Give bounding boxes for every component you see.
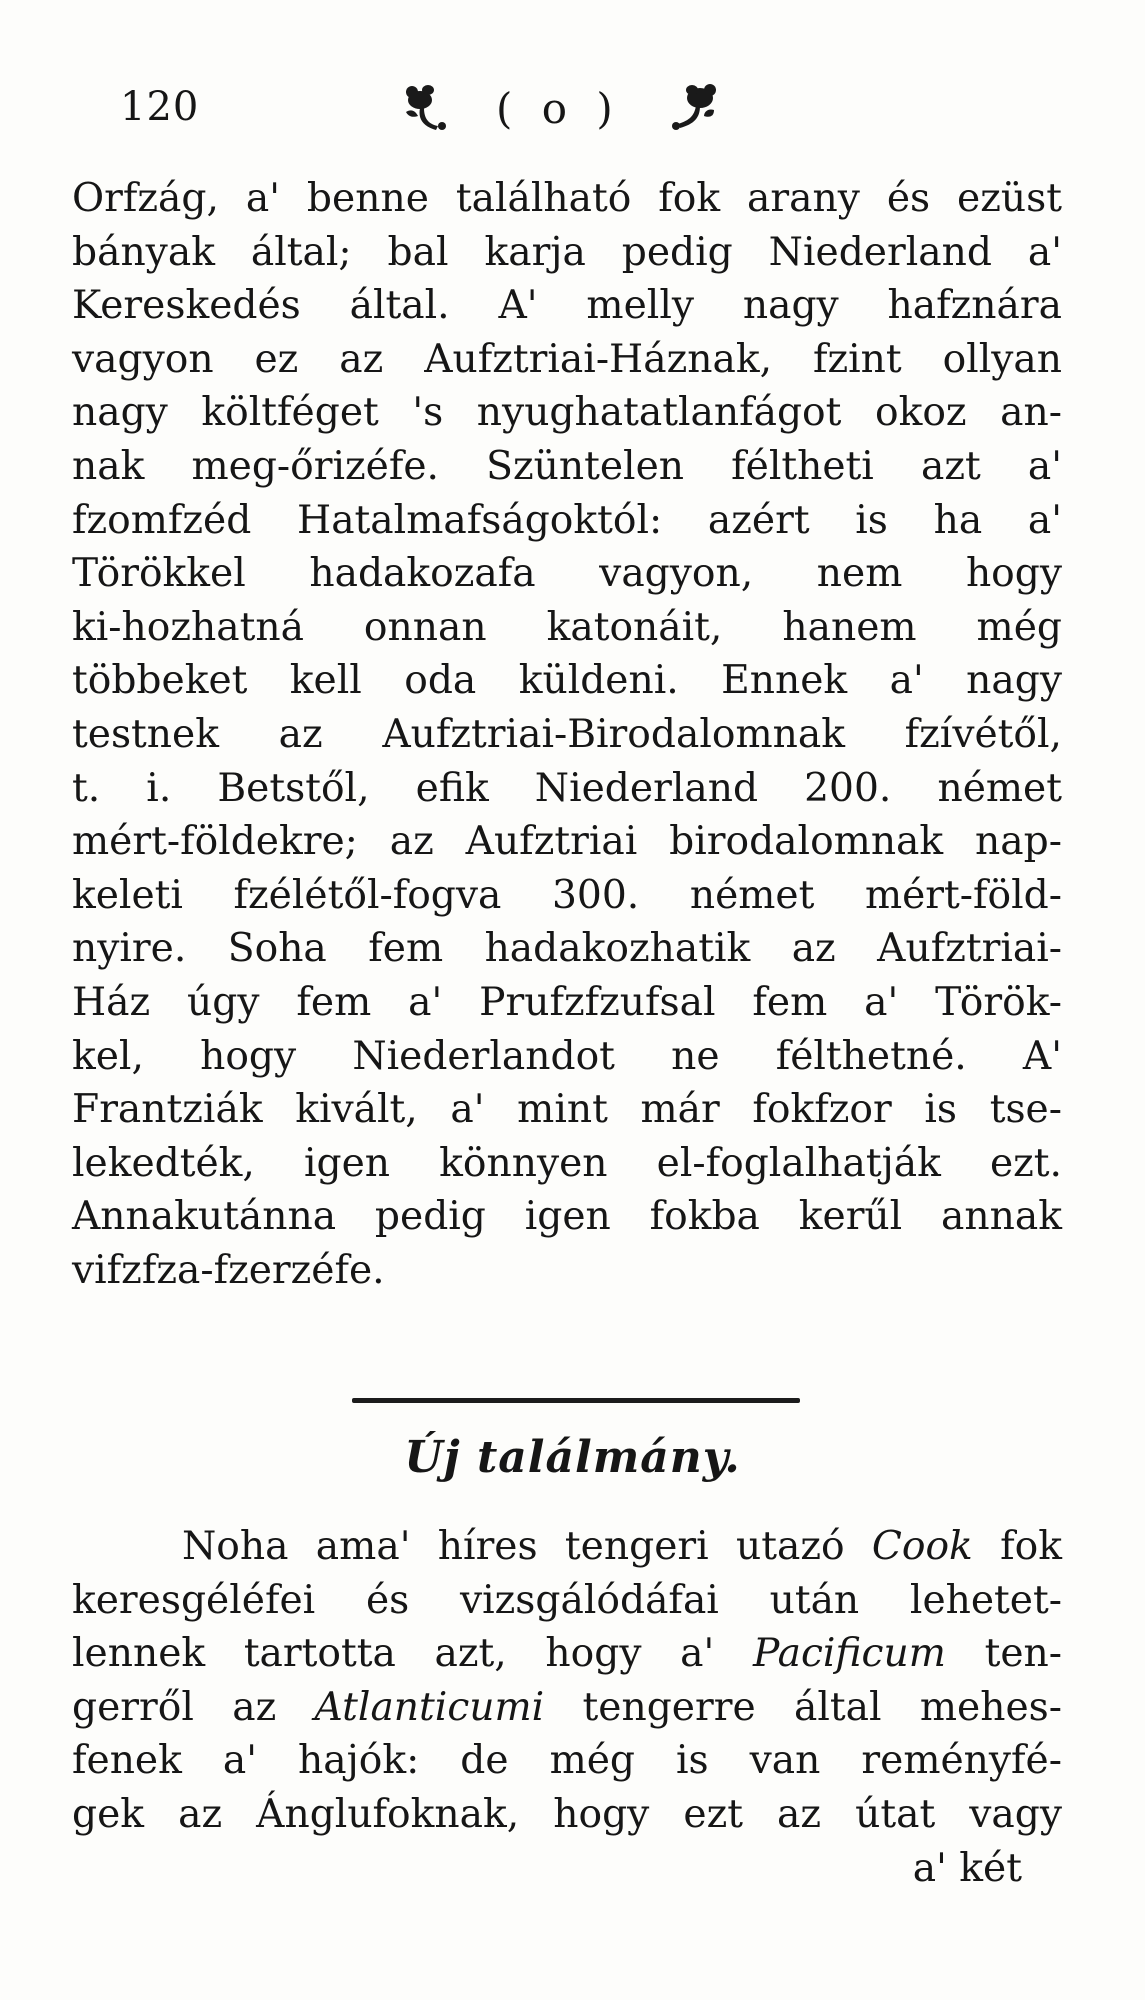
text-line: nak meg-őrizéfe. Szüntelen féltheti azt a' [72, 443, 1062, 489]
text-line: bányak által; bal karja pedig Niederland a' [72, 229, 1062, 275]
text-line: testnek az Aufztriai-Birodalomnak fzívétől, [72, 711, 1062, 757]
page-number: 120 [120, 84, 200, 130]
text-line: Törökkel hadakozafa vagyon, nem hogy [72, 551, 1062, 597]
text-line: keleti fzélétől-fogva 300. német mért-föld- [72, 872, 1062, 918]
section-heading: Új találmány. [404, 1432, 741, 1483]
section-divider [352, 1398, 800, 1403]
floral-ornament-icon [666, 78, 730, 138]
text-line: vifzfza-fzerzéfe. [72, 1247, 385, 1293]
text-line: Kereskedés által. A' melly nagy hafznára [72, 283, 1062, 329]
text-run: fok [972, 1524, 1062, 1569]
text-run: gerről az [72, 1684, 315, 1730]
name-cook: Cook [871, 1524, 973, 1569]
catchword: a' két [912, 1845, 1022, 1891]
text-line: ki-hozhatná onnan katonáit, hanem még [72, 604, 1062, 650]
text-line: kel, hogy Niederlandot ne félthetné. A' [72, 1033, 1062, 1079]
text-line: Ház úgy fem a' Prufzfzufsal fem a' Török- [72, 979, 1062, 1025]
text-run: ten- [945, 1631, 1062, 1677]
text-line: Frantziák kivált, a' mint már fokfzor is tse- [72, 1087, 1062, 1133]
text-line: Orfzág, a' benne található fok arany és ezüst [72, 176, 1062, 221]
text-run: Noha ama' híres tengeri utazó [182, 1524, 872, 1569]
text-line [72, 1681, 1062, 1735]
text-line: fzomfzéd Hatalmafságoktól: azért is ha a' [72, 497, 1062, 543]
running-head: ( o ) [496, 84, 621, 133]
text-line [72, 1627, 1062, 1681]
text-line: gek az Ánglufoknak, hogy ezt az útat vagy [72, 1791, 1062, 1837]
text-run: tengerre által mehes- [544, 1684, 1062, 1730]
text-line: többeket kell oda küldeni. Ennek a' nagy [72, 658, 1062, 704]
text-line [72, 1520, 1062, 1574]
name-atlanticumi: Atlanticumi [314, 1684, 545, 1730]
text-line: keresgéléfei és vizsgálódáfai után lehetet- [72, 1577, 1062, 1623]
paragraph-main [72, 172, 1062, 1297]
text-line: Annakutánna pedig igen fokba kerűl annak [72, 1194, 1062, 1240]
text-line: t. i. Betstől, efik Niederland 200. német [72, 765, 1062, 811]
text-line: mért-földekre; az Aufztriai birodalomnak nap- [72, 819, 1062, 865]
text-line: vagyon ez az Aufztriai-Háznak, fzint ollyan [72, 336, 1062, 382]
name-pacificum: Pacificum [752, 1631, 946, 1677]
page-header [0, 78, 1145, 158]
text-line: fenek a' hajók: de még is van reményfé- [72, 1738, 1062, 1784]
text-run: lennek tartotta azt, hogy a' [72, 1631, 753, 1677]
text-line: lekedték, igen könnyen el-foglalhatják ezt. [72, 1140, 1062, 1186]
paragraph-new-invention [72, 1520, 1062, 1895]
text-line: nyire. Soha fem hadakozhatik az Aufztriai- [72, 926, 1062, 972]
text-line: nagy költféget 's nyughatatlanfágot okoz an- [72, 390, 1062, 436]
floral-ornament-icon [392, 78, 456, 138]
